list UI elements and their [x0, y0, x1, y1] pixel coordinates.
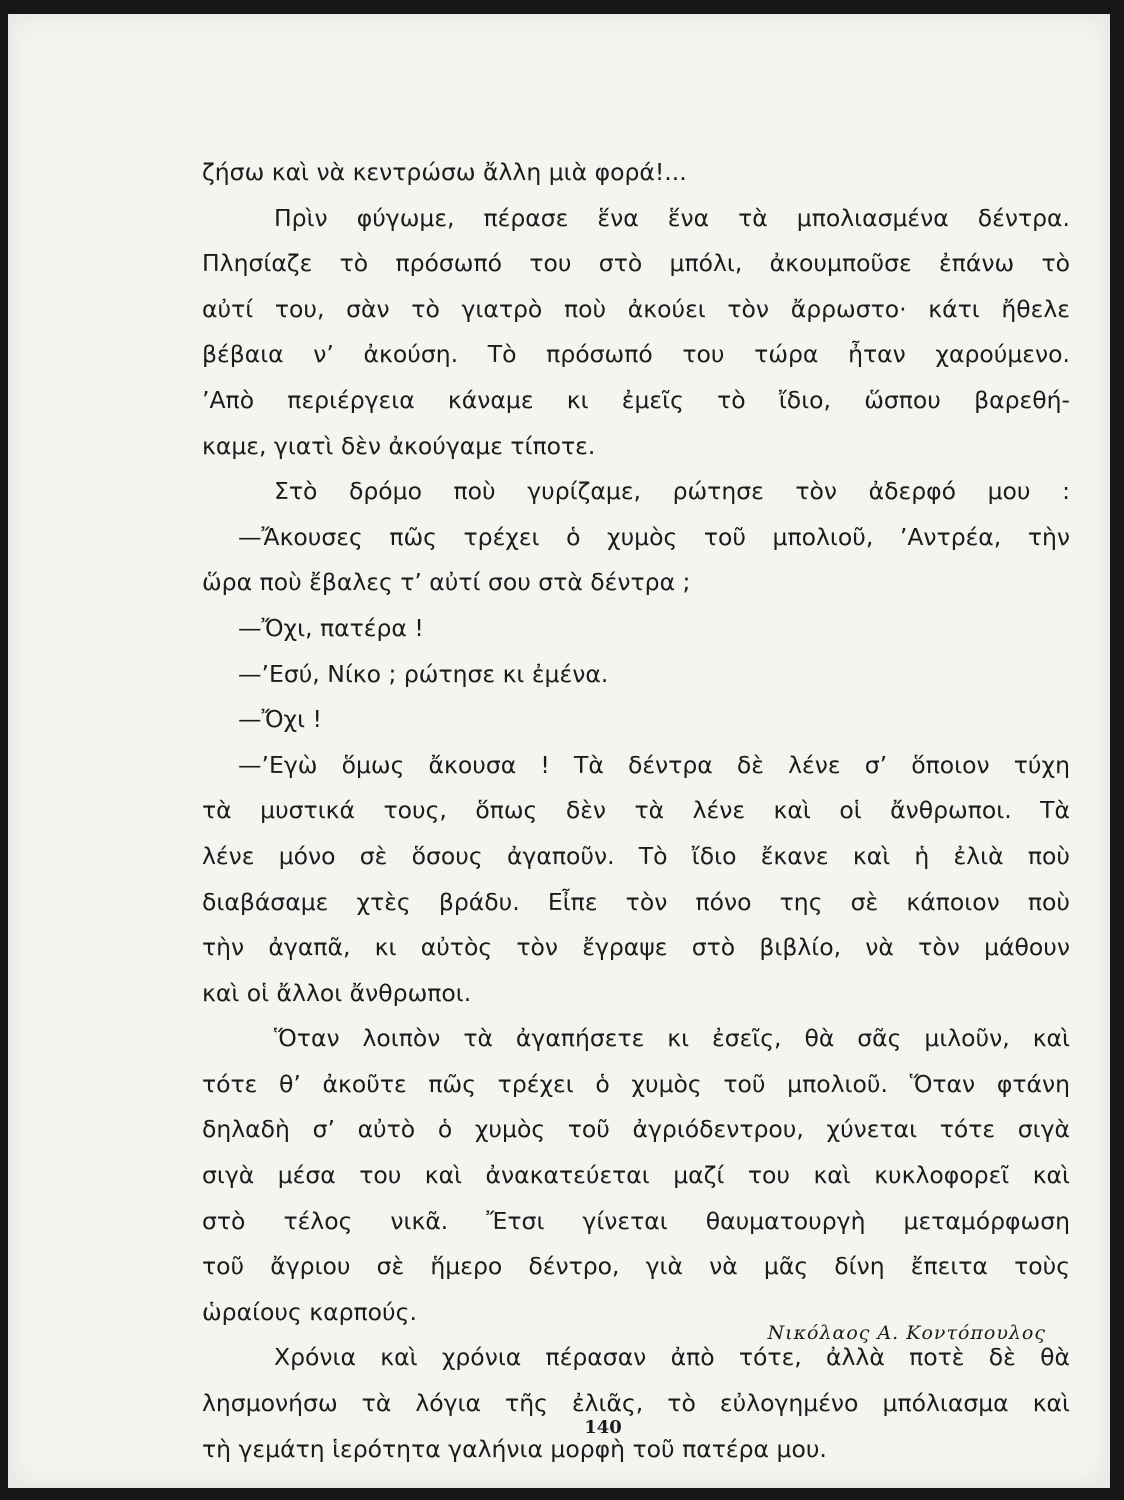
text-line: τοῦ ἄγριου σὲ ἥμερο δέντρο, γιὰ νὰ μᾶς δίνη ἔπειτα τοὺς [202, 1252, 1070, 1281]
text-line: —Ὄχι, πατέρα ! [238, 613, 424, 642]
text-line: ’Απὸ περιέργεια κάναμε κι ἐμεῖς τὸ ἴδιο, ὥσπου βαρεθή- [202, 385, 1070, 414]
text-line: βέβαια ν’ ἀκούση. Τὸ πρόσωπό του τώρα ἦταν χαρούμενο. [202, 340, 1070, 369]
text-line: Χρόνια καὶ χρόνια πέρασαν ἀπὸ τότε, ἀλλὰ ποτὲ δὲ θὰ [274, 1343, 1070, 1372]
page-number: 140 [584, 1417, 622, 1438]
text-line: ζήσω καὶ νὰ κεντρώσω ἄλλη μιὰ φορά!... [202, 158, 687, 186]
text-line: ὡραίους καρπούς. [202, 1297, 417, 1326]
text-line: τὴν ἀγαπᾶ, κι αὐτὸς τὸν ἔγραψε στὸ βιβλίο, νὰ τὸν μάθουν [202, 933, 1070, 962]
author-signature: Νικόλαος Α. Κοντόπουλος [767, 1322, 1046, 1344]
text-line: δηλαδὴ σ’ αὐτὸ ὁ χυμὸς τοῦ ἀγριόδεντρου, χύνεται τότε σιγὰ [202, 1115, 1070, 1144]
text-line: ὥρα ποὺ ἔβαλες τ’ αὐτί σου στὰ δέντρα ; [202, 568, 691, 597]
text-line: τότε θ’ ἀκοῦτε πῶς τρέχει ὁ χυμὸς τοῦ μπολιοῦ. Ὅταν φτάνη [202, 1069, 1070, 1098]
text-line: Πλησίαζε τὸ πρόσωπό του στὸ μπόλι, ἀκουμποῦσε ἐπάνω τὸ [202, 249, 1070, 278]
text-line: Πρὶν φύγωμε, πέρασε ἕνα ἕνα τὰ μπολιασμένα δέντρα. [274, 203, 1070, 232]
text-line: —Ὄχι ! [238, 705, 322, 734]
text-line: αὐτί του, σὰν τὸ γιατρὸ ποὺ ἀκούει τὸν ἄρρωστο· κάτι ἤθελε [202, 294, 1070, 323]
text-line: λησμονήσω τὰ λόγια τῆς ἐλιᾶς, τὸ εὐλογημένο μπόλιασμα καὶ [202, 1389, 1070, 1418]
text-line: τὰ μυστικά τους, ὅπως δὲν τὰ λένε καὶ οἱ ἄνθρωποι. Τὰ [202, 796, 1070, 825]
text-line: στὸ τέλος νικᾶ. Ἔτσι γίνεται θαυματουργὴ μεταμόρφωση [202, 1206, 1070, 1235]
text-line: Στὸ δρόμο ποὺ γυρίζαμε, ρώτησε τὸν ἀδερφό μου : [274, 477, 1070, 506]
text-line: —’Εγὼ ὅμως ἄκουσα ! Τὰ δέντρα δὲ λένε σ’ ὅποιον τύχη [238, 750, 1070, 779]
text-line: σιγὰ μέσα του καὶ ἀνακατεύεται μαζί του καὶ κυκλοφορεῖ καὶ [202, 1161, 1070, 1190]
text-line: λένε μόνο σὲ ὅσους ἀγαποῦν. Τὸ ἴδιο ἔκανε καὶ ἡ ἐλιὰ ποὺ [202, 841, 1070, 870]
text-line: καμε, γιατὶ δὲν ἀκούγαμε τίποτε. [202, 431, 596, 460]
body-text [202, 150, 1070, 1472]
text-line: διαβάσαμε χτὲς βράδυ. Εἶπε τὸν πόνο της σὲ κάποιον ποὺ [202, 887, 1070, 916]
text-line: τὴ γεμάτη ἱερότητα γαλήνια μορφὴ τοῦ πατέρα μου. [202, 1434, 827, 1463]
text-line: —’Εσύ, Νίκο ; ρώτησε κι ἐμένα. [238, 659, 609, 688]
book-page [8, 14, 1110, 1488]
text-line: καὶ οἱ ἄλλοι ἄνθρωποι. [202, 978, 472, 1007]
text-line: Ὅταν λοιπὸν τὰ ἀγαπήσετε κι ἐσεῖς, θὰ σᾶς μιλοῦν, καὶ [274, 1024, 1070, 1053]
text-line: —Ἄκουσες πῶς τρέχει ὁ χυμὸς τοῦ μπολιοῦ, ’Αντρέα, τὴν [238, 522, 1070, 551]
